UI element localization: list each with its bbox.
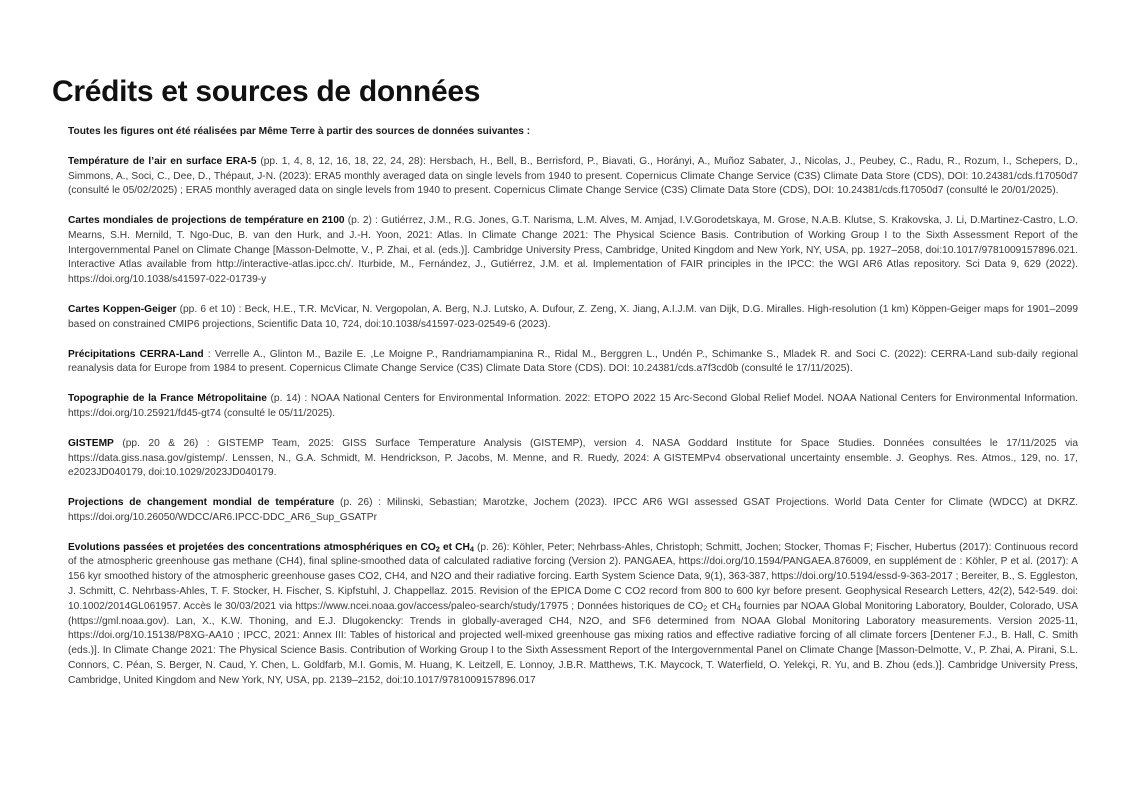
reference-citation: (p. 14) : NOAA National Centers for Environmental Information. 2022: ETOPO 2022 15 Arc-Second Global Relief Model. NOAA National Centers for Environmental Information. https://doi.org/10.25921/fd45-gt74 (consulté le 05/11/2025). [68,393,1078,419]
reference-entry [68,541,1078,689]
reference-entry [68,214,1078,288]
reference-label: Topographie de la France Métropolitaine [68,393,267,405]
reference-citation: (pp. 20 & 26) : GISTEMP Team, 2025: GISS Surface Temperature Analysis (GISTEMP), version 4. NASA Goddard Institute for Space Studies. Données consultées le 17/11/2025 via https://data.giss.nasa.gov/gistemp/. Lenssen, N., G.A. Schmidt, M. Hendrickson, P. Jacobs, M. Menne, and R. Ruedy, 2024: A GISTEMPv4 observational uncertainty ensemble. J. Geophys. Res. Atmos., 129, no. 17, e2023JD040179, doi:10.1029/2023JD040179. [68,437,1078,479]
reference-label: Cartes Koppen-Geiger [68,304,177,316]
reference-citation: (p. 26): Köhler, Peter; Nehrbass-Ahles, Christoph; Schmitt, Jochen; Stocker, Thomas F; Fischer, Hubertus (2017): Continuous record of the atmospheric greenhouse gas methane (CH4), final spline-smoothed data of calculated radiative forcing (Version 2). PANGAEA, https://doi.org/10.1594/PANGAEA.876009, en supplément de : Köhler, P et al. (2017): A 156 kyr smoothed history of the atmospheric greenhouse gases CO2, CH4, and N2O and their radiative forcing. Earth System Science Data, 9(1), 363-387, https://doi.org/10.5194/essd-9-363-2017 ; Bereiter, B., S. Eggleston, J. Schmitt, C. Nehrbass-Ahles, T. F. Stocker, H. Fischer, S. Kipfstuhl, J. Chappellaz. 2015. Revision of the EPICA Dome C CO2 record from 800 to 600 kyr before present. Geophysical Research Letters, 42(2), 542-549. doi: 10.1002/2014GL061957. Accès le 30/03/2021 via https://www.ncei.noaa.gov/access/paleo-search/study/17975 ; Données historiques de $CO_2$ et $CH_4$ fournies par NOAA Global Monitoring Laboratory, Boulder, Colorado, USA (https://gml.noaa.gov). Lan, X., K.W. Thoning, and E.J. Dlugokencky: Trends in globally-averaged CH4, N2O, and SF6 determined from NOAA Global Monitoring Laboratory measurements. Version 2025-11, https://doi.org/10.15138/P8XG-AA10 ; IPCC, 2021: Annex III: Tables of historical and projected well-mixed greenhouse gas mixing ratios and effective radiative forcing of all climate forcers [Dentener F.J., B. Hall, C. Smith (eds.)]. In Climate Change 2021: The Physical Science Basis. Contribution of Working Group I to the Sixth Assessment Report of the Intergovernmental Panel on Climate Change [Masson-Delmotte, V., P. Zhai, A. Pirani, S.L. Connors, C. Péan, S. Berger, N. Caud, Y. Chen, L. Goldfarb, M.I. Gomis, M. Huang, K. Leitzell, E. Lonnoy, J.B.R. Matthews, T.K. Maycock, T. Waterfield, O. Yelekçi, R. Yu, and B. Zhou (eds.)]. Cambridge University Press, Cambridge, United Kingdom and New York, NY, USA, pp. 2139–2152, doi:10.1017/9781009157896.017 [68,541,1079,686]
reference-label: Température de l’air en surface ERA-5 [68,155,257,167]
reference-entry [68,496,1078,526]
page-title: Crédits et sources de données [52,75,481,109]
reference-citation: : Verrelle A., Glinton M., Bazile E. ,Le Moigne P., Randriamampianina R., Ridal M., Berggren L., Undén P., Schimanke S., Mladek R. and Soci C. (2022): CERRA-Land sub-daily regional reanalysis data for Europe from 1984 to present. Copernicus Climate Change Service (C3S) Climate Data Store (CDS). DOI: 10.24381/cds.a7f3cd0b (consulté le 17/11/2025). [68,348,1078,375]
reference-list [68,155,1078,689]
reference-label: Cartes mondiales de projections de température en 2100 [68,215,345,227]
reference-entry [68,155,1078,199]
credits-content [68,125,1078,688]
reference-label: Projections de changement mondial de température [68,497,335,509]
reference-entry [68,437,1078,481]
reference-label: GISTEMP [68,437,114,449]
reference-entry [68,348,1078,378]
reference-entry [68,303,1078,333]
credits-intro: Toutes les figures ont été réalisées par Même Terre à partir des sources de données suivantes : [68,126,531,137]
reference-citation: (p. 26) : Milinski, Sebastian; Marotzke, Jochem (2023). IPCC AR6 WGI assessed GSAT Projections. World Data Center for Climate (WDCC) at DKRZ. https://doi.org/10.26050/WDCC/AR6.IPCC-DDC_AR6_Sup_GSATPr [68,497,1078,523]
reference-citation: (pp. 6 et 10) : Beck, H.E., T.R. McVicar, N. Vergopolan, A. Berg, N.J. Lutsko, A. Dufour, Z. Zeng, X. Jiang, A.I.J.M. van Dijk, D.G. Miralles. High-resolution (1 km) Köppen-Geiger maps for 1901–2099 based on constrained CMIP6 projections, Scientific Data 10, 724, doi:10.1038/s41597-023-02549-6 (2023). [68,304,1078,330]
reference-citation: (p. 2) : Gutiérrez, J.M., R.G. Jones, G.T. Narisma, L.M. Alves, M. Amjad, I.V.Gorodetskaya, M. Grose, N.A.B. Klutse, S. Krakovska, J. Li, D.Martinez-Castro, L.O. Mearns, S.H. Mernild, T. Ngo-Duc, B. van den Hurk, and J.-H. Yoon, 2021: Atlas. In Climate Change 2021: The Physical Science Basis. Contribution of Working Group I to the Sixth Assessment Report of the Intergovernmental Panel on Climate Change [Masson-Delmotte, V., P. Zhai, et al. (eds.)]. Cambridge University Press, Cambridge, United Kingdom and New York, NY, USA, pp. 1927–2058, doi:10.1017/9781009157896.021. Interactive Atlas available from http://interactive-atlas.ipcc.ch/. Iturbide, M., Fernández, J., Gutiérrez, J.M. et al. Implementation of FAIR principles in the IPCC: the WGI AR6 Atlas repository. Sci Data 9, 629 (2022). https://doi.org/10.1038/s41597-022-01739-y [68,215,1078,286]
reference-label: Précipitations CERRA-Land [68,348,204,360]
reference-citation: (pp. 1, 4, 8, 12, 16, 18, 22, 24, 28): Hersbach, H., Bell, B., Berrisford, P., Biavati, G., Horányi, A., Muñoz Sabater, J., Nicolas, J., Peubey, C., Radu, R., Rozum, I., Schepers, D., Simmons, A., Soci, C., Dee, D., Thépaut, J-N. (2023): ERA5 monthly averaged data on single levels from 1940 to present. Copernicus Climate Change Service (C3S) Climate Data Store (CDS), DOI: 10.24381/cds.f17050d7 (consulté le 05/02/2025) ; ERA5 monthly averaged data on single levels from 1940 to present. Copernicus Climate Change Service (C3S) Climate Data Store (CDS), DOI: 10.24381/cds.f17050d7 (consulté le 20/01/2025). [68,155,1078,197]
reference-entry [68,392,1078,422]
reference-label: Evolutions passées et projetées des concentrations atmosphériques en $CO_2$ et $CH_4$ [68,541,474,554]
